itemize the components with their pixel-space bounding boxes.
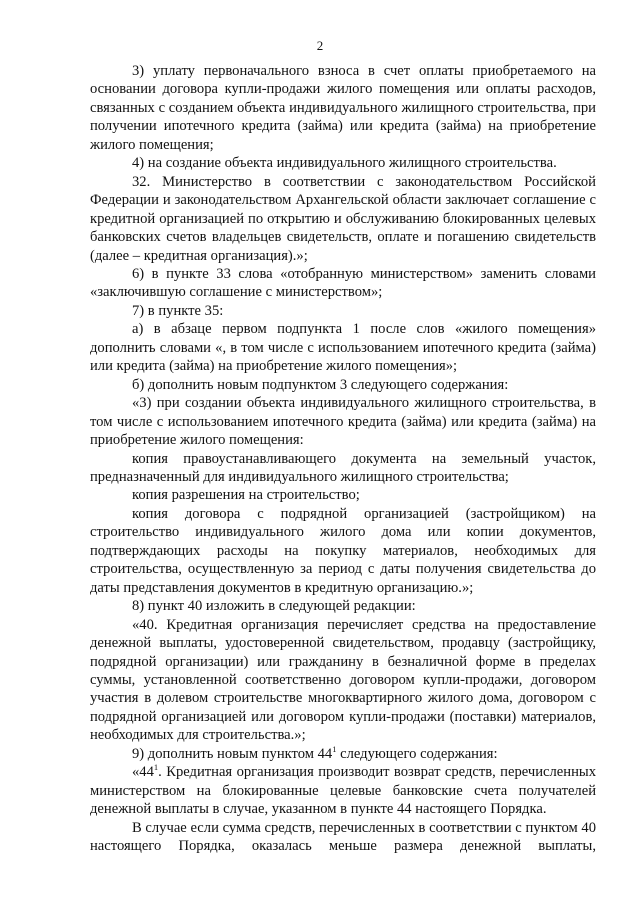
paragraph-text: «44 xyxy=(132,764,154,781)
paragraph: б) дополнить новым подпунктом 3 следующего содержания: xyxy=(132,376,509,393)
paragraph-text: 9) дополнить новым пунктом 44 xyxy=(132,745,333,762)
paragraph xyxy=(90,745,596,763)
paragraph: 8) пункт 40 изложить в следующей редакции: xyxy=(132,598,416,615)
paragraph: В случае если сумма средств, перечисленных в соответствии с пунктом 40 настоящего Порядка, оказалась меньше размера денежной выплаты, xyxy=(90,819,596,855)
superscript: 1 xyxy=(332,743,337,754)
paragraph: а) в абзаце первом подпункта 1 после слов «жилого помещения» дополнить словами «, в том числе с использованием ипотечного кредита (займа) или кредита (займа) на приобретение жилого помещения»; xyxy=(90,321,596,375)
paragraph-text: следующего содержания: xyxy=(336,745,498,762)
document-body xyxy=(90,62,596,855)
paragraph xyxy=(90,763,596,818)
page-number: 2 xyxy=(316,38,324,53)
paragraph: «3) при создании объекта индивидуального жилищного строительства, в том числе с использованием ипотечного кредита (займа) или кредита (займа) на приобретение жилого помещения: xyxy=(90,395,596,449)
paragraph-text: . Кредитная организация производит возврат средств, перечисленных министерством на блокированные целевые банковские счета получателей денежной выплаты в случае, указанном в пункте 44 настоящего Порядка. xyxy=(90,764,596,818)
paragraph: 32. Министерство в соответствии с законодательством Российской Федерации и законодательством Архангельской области заключает соглашение с кредитной организацией по открытию и обслуживанию блокированных целевых банковских счетов владельцев свидетельств, оплате и погашению свидетельств (далее – кредитная организация).»; xyxy=(90,173,596,264)
paragraph: 7) в пункте 35: xyxy=(132,302,224,319)
paragraph: копия договора с подрядной организацией (застройщиком) на строительство индивидуального жилого дома или копии документов, подтверждающих расходы на покупку материалов, необходимых для строительства, осуществленную за период с даты получения свидетельства до даты представления документов в кредитную организацию.»; xyxy=(90,505,596,596)
paragraph: 6) в пункте 33 слова «отобранную министерством» заменить словами «заключившую соглашение с министерством»; xyxy=(90,265,596,301)
paragraph: 3) уплату первоначального взноса в счет оплаты приобретаемого на основании договора купли-продажи жилого помещения или оплаты расходов, связанных с созданием объекта индивидуального жилищного строительства, при получении ипотечного кредита (займа) или кредита (займа) на приобретение жилого помещения; xyxy=(90,63,596,153)
paragraph: копия правоустанавливающего документа на земельный участок, предназначенный для индивидуального жилищного строительства; xyxy=(90,450,596,485)
paragraph: 4) на создание объекта индивидуального жилищного строительства. xyxy=(132,155,557,172)
paragraph: «40. Кредитная организация перечисляет средства на предоставление денежной выплаты, удостоверенной свидетельством, продавцу (застройщику, подрядной организации) или гражданину в безналичной форме в пределах суммы, установленной соответственно договором купли-продажи, договором участия в долевом строительстве многоквартирного жилого дома, договором с подрядной организацией или договором купли-продажи (поставки) материалов, необходимых для строительства.»; xyxy=(90,616,596,744)
paragraph: копия разрешения на строительство; xyxy=(132,487,360,504)
superscript: 1 xyxy=(153,762,159,773)
